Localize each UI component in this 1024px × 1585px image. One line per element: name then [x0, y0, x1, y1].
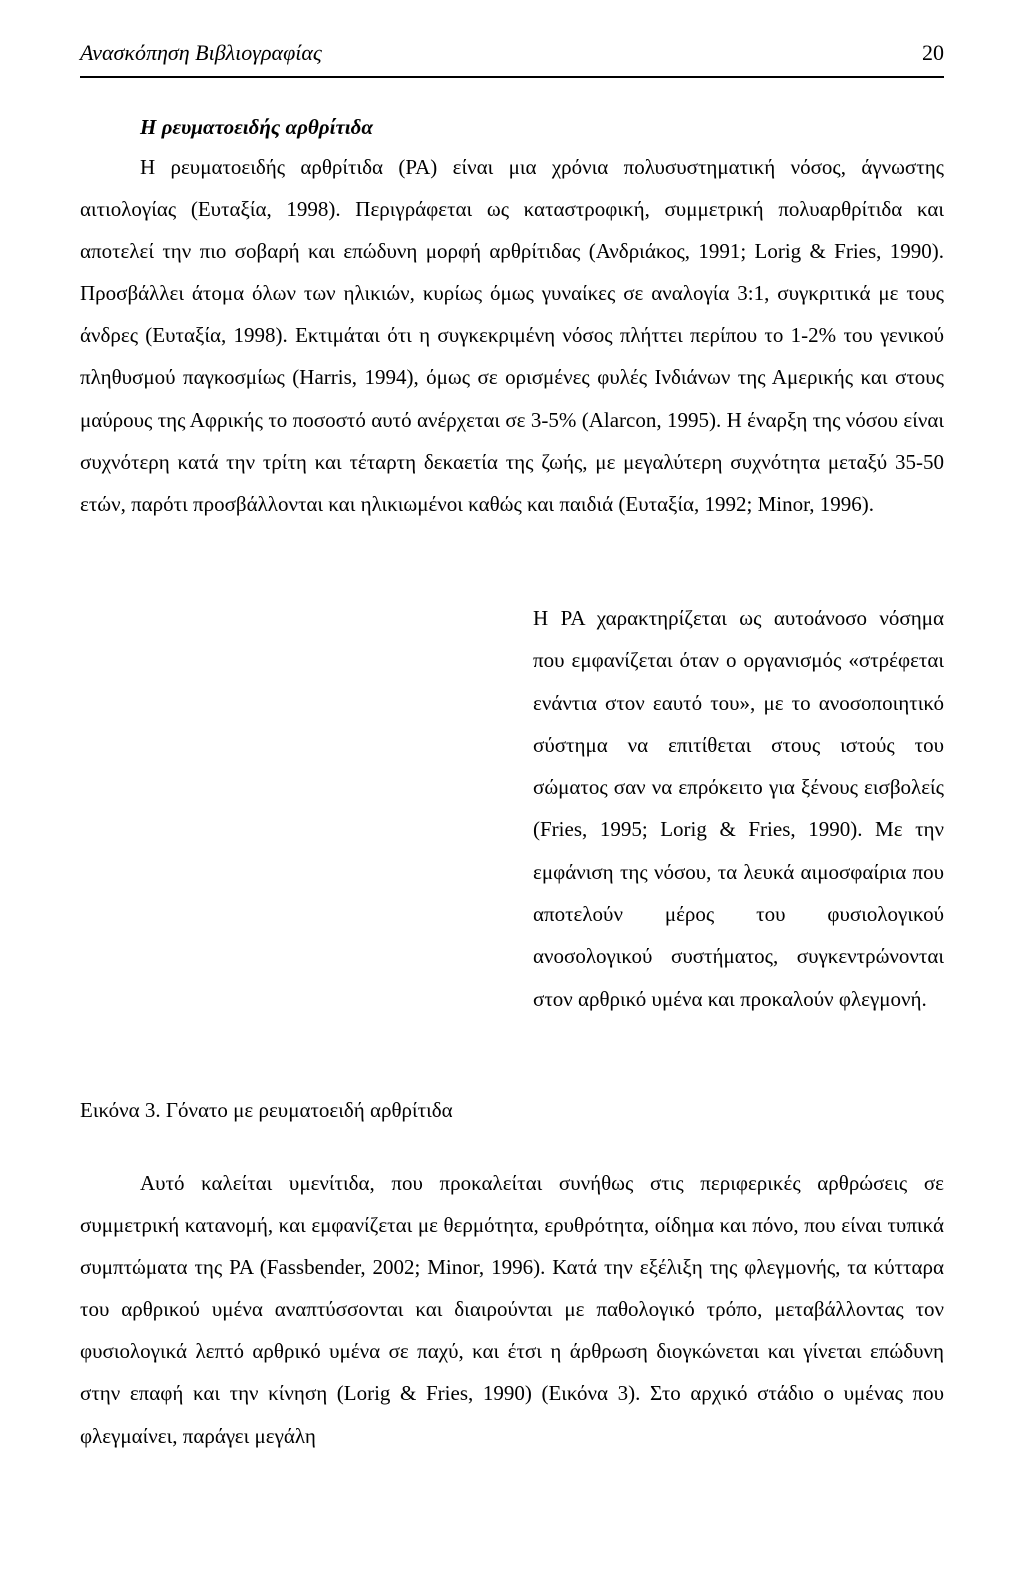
figure-caption: Εικόνα 3. Γόνατο με ρευματοειδή αρθρίτιδα — [80, 1098, 453, 1122]
running-title: Ανασκόπηση Βιβλιογραφίας — [80, 40, 322, 65]
paragraph-side-text: Η ΡΑ χαρακτηρίζεται ως αυτοάνοσο νόσημα που εμφανίζεται όταν ο οργανισμός «στρέφεται ενάντια στον εαυτό του», με το ανοσοποιητικό σύστημα να επιτίθεται στους ιστούς του σώματος σαν να επρόκειτο για ξένους εισβολείς (Fries, 1995; Lorig & Fries, 1990). Με την εμφάνιση της νόσου, τα λευκά αιμοσφαίρια που αποτελούν μέρος του φυσιολογικού ανοσολογικού συστήματος, συγκεντρώνονται στον αρθρικό υμένα και προκαλούν φλεγμονή. — [533, 606, 944, 1011]
page-number: 20 — [922, 40, 944, 65]
page-header — [80, 36, 944, 78]
paragraph-synovitis: Αυτό καλείται υμενίτιδα, που προκαλείται συνήθως στις περιφερικές αρθρώσεις σε συμμετρική κατανομή, και εμφανίζεται με θερμότητα, ερυθρότητα, οίδημα και πόνο, που είναι τυπικά συμπτώματα της ΡΑ (Fassbender, 2002; Minor, 1996). Κατά την εξέλιξη της φλεγμονής, τα κύτταρα του αρθρικού υμένα αναπτύσσονται και διαιρούνται με παθολογικό τρόπο, μεταβάλλοντας τον φυσιολογικά λεπτό αρθρικό υμένα σε παχύ, και έτσι η άρθρωση διογκώνεται και γίνεται επώδυνη στην επαφή και την κίνηση (Lorig & Fries, 1990) (Εικόνα 3). Στο αρχικό στάδιο ο υμένας που φλεγμαίνει, παράγει μεγάλη — [80, 1171, 944, 1448]
figure-placeholder — [80, 600, 500, 1080]
section-heading: Η ρευματοειδής αρθρίτιδα — [140, 115, 373, 139]
paragraph-intro: Η ρευματοειδής αρθρίτιδα (ΡΑ) είναι μια χρόνια πολυσυστηματική νόσος, άγνωστης αιτιολογίας (Ευταξία, 1998). Περιγράφεται ως καταστροφική, συμμετρική πολυαρθρίτιδα και αποτελεί την πιο σοβαρή και επώδυνη μορφή αρθρίτιδας (Ανδριάκος, 1991; Lorig & Fries, 1990). Προσβάλλει άτομα όλων των ηλικιών, κυρίως όμως γυναίκες σε αναλογία 3:1, συγκριτικά με τους άνδρες (Ευταξία, 1998). Εκτιμάται ότι η συγκεκριμένη νόσος πλήττει περίπου το 1-2% του γενικού πληθυσμού παγκοσμίως (Harris, 1994), όμως σε ορισμένες φυλές Ινδιάνων της Αμερικής και στους μαύρους της Αφρικής το ποσοστό αυτό ανέρχεται σε 3-5% (Alarcon, 1995). Η έναρξη της νόσου είναι συχνότερη κατά την τρίτη και τέταρτη δεκαετία της ζωής, με μεγαλύτερη συχνότητα μεταξύ 35-50 ετών, παρότι προσβάλλονται και ηλικιωμένοι καθώς και παιδιά (Ευταξία, 1992; Minor, 1996). — [80, 155, 944, 516]
